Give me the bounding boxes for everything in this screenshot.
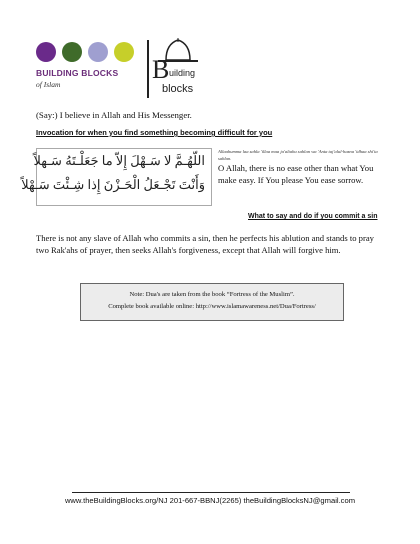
svg-text:B: B bbox=[152, 55, 170, 84]
section2-text: There is not any slave of Allah who commits a sin, then he perfects his ablution and stands to pray two Rak'ahs of prayer, then seeks Allah's forgiveness, except that Allah will forgive him. bbox=[36, 233, 374, 255]
section1-heading: Invocation for when you find something becoming difficult for you bbox=[36, 128, 273, 137]
logo-word-1: uilding bbox=[169, 68, 196, 78]
arabic-line-2: وَأَنْتَ تَجْـعَلُ الْحَـزْنَ إِذا شِـئْتَ سَـهْلاً bbox=[21, 177, 205, 192]
transliteration: Allaahumma laa sahla 'illaa maa ja'altahu sahlan wa 'Anta taj'alul-hazna 'idhaa shi'ta sahlan. bbox=[218, 149, 378, 161]
arabic-box bbox=[21, 148, 212, 206]
dome-logo-icon bbox=[152, 38, 204, 100]
yellow-green-dot bbox=[114, 42, 134, 62]
note-line-2: Complete book available online: http://www.islamawareness.net/Dua/Fortress/ bbox=[108, 303, 316, 310]
section2-heading: What to say and do if you commit a sin bbox=[248, 213, 378, 220]
logo-word-2: blocks bbox=[162, 83, 194, 95]
header-divider bbox=[147, 40, 149, 98]
brand-title: BUILDING BLOCKS bbox=[36, 68, 119, 78]
building-blocks-logo bbox=[152, 38, 204, 105]
note-line-1: Note: Dua's are taken from the book “Fortress of the Muslim”. bbox=[129, 291, 295, 298]
purple-dot bbox=[36, 42, 56, 62]
note-box bbox=[80, 283, 344, 321]
footer-text: www.theBuildingBlocks.org/NJ 201-667-BBNJ(2265) theBuildingBlocksNJ@gmail.com bbox=[64, 496, 356, 505]
footer-rule bbox=[72, 492, 350, 493]
say-text: (Say:) I believe in Allah and His Messenger. bbox=[36, 110, 192, 120]
brand-subtitle: of Islam bbox=[36, 80, 61, 89]
arabic-line-1: اللّهُـمَّ لا سَـهْلَ إِلاّ ما جَعَلْـتَهُ سَـهلاً bbox=[33, 153, 205, 168]
lavender-dot bbox=[88, 42, 108, 62]
green-dot bbox=[62, 42, 82, 62]
translation: O Allah, there is no ease other than what You make easy. If You please You ease sorrow. bbox=[218, 163, 374, 185]
